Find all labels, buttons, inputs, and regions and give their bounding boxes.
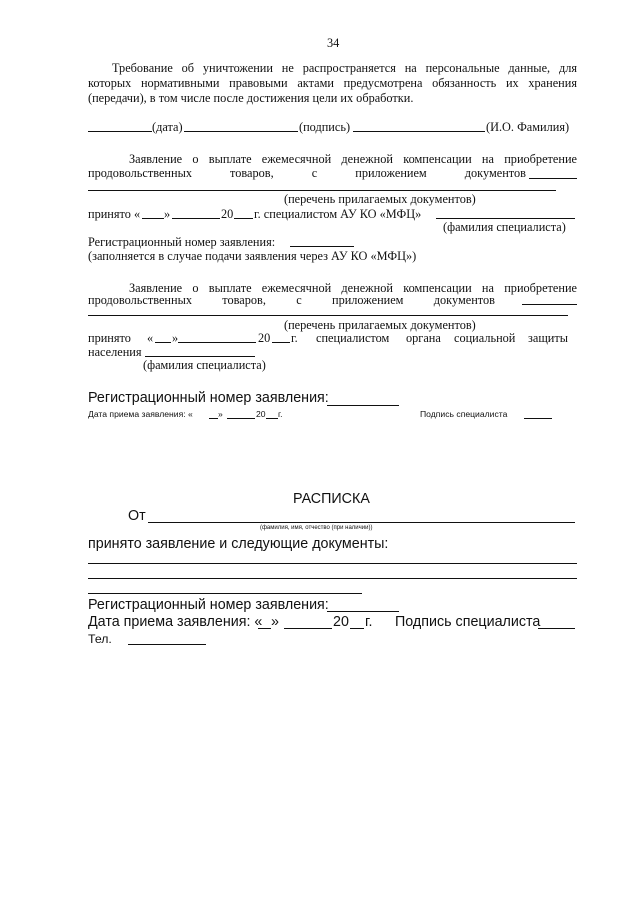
social-specialist-signature-label: Подпись специалиста — [420, 409, 508, 419]
receipt-docs-line-3[interactable] — [88, 593, 362, 594]
mfc-day-line[interactable] — [142, 218, 164, 219]
receipt-day-line[interactable] — [258, 628, 271, 629]
social-accepted-line — [88, 331, 577, 347]
receipt-docs-line-1[interactable] — [88, 563, 577, 564]
mfc-reg-number-label: Регистрационный номер заявления: — [88, 235, 276, 249]
social-statement-line-1: Заявление о выплате ежемесячной денежной компенсации на приобретение — [129, 281, 577, 295]
social-word-4: приложением — [331, 293, 404, 307]
receipt-reg-number-label: Регистрационный номер заявления: — [88, 597, 329, 613]
mfc-docs-caption: (перечень прилагаемых документов) — [284, 192, 476, 206]
social-protection-word: защиты — [528, 331, 569, 345]
receipt-accepted-text: принято заявление и следующие документы: — [88, 536, 389, 552]
social-word-1: продовольственных — [88, 293, 192, 307]
intro-line-2: которых нормативными правовыми актами предусмотрена обязанность их хранения — [88, 76, 577, 90]
receipt-signature-line[interactable] — [538, 628, 575, 629]
social-accepted-word: принято — [88, 331, 131, 345]
mfc-year-line[interactable] — [234, 218, 253, 219]
social-receipt-year-line[interactable] — [266, 418, 278, 419]
social-quote-open: « — [147, 331, 154, 345]
receipt-phone-label: Тел. — [88, 632, 112, 646]
social-year-prefix: 20 — [258, 331, 271, 345]
mfc-statement-line-2 — [88, 166, 526, 181]
social-year-suffix: г. — [291, 331, 298, 345]
social-word-5: документов — [433, 293, 495, 307]
mfc-statement-line-1: Заявление о выплате ежемесячной денежной компенсации на приобретение — [129, 152, 577, 166]
receipt-phone-line[interactable] — [128, 644, 206, 645]
social-reg-number-line[interactable] — [327, 405, 399, 406]
receipt-date-open: Дата приема заявления: « — [88, 614, 263, 630]
social-specialist-line[interactable] — [145, 356, 255, 357]
mfc-accepted-close: » — [164, 207, 171, 221]
social-statement-line-2 — [88, 293, 495, 308]
mfc-accepted-suffix: г. специалистом АУ КО «МФЦ» — [254, 207, 422, 221]
intro-line-1: Требование об уничтожении не распространяется на персональные данные, для — [112, 61, 577, 75]
social-quote-close: » — [172, 331, 179, 345]
social-docs-caption: (перечень прилагаемых документов) — [284, 318, 476, 332]
social-receipt-day-line[interactable] — [209, 418, 218, 419]
social-day-line[interactable] — [155, 342, 171, 343]
name-label: (И.О. Фамилия) — [486, 120, 570, 134]
social-word-3: с — [296, 293, 302, 307]
receipt-month-line[interactable] — [284, 628, 332, 629]
mfc-accepted-open: принято « — [88, 207, 141, 221]
mfc-month-line[interactable] — [172, 218, 220, 219]
intro-line-3: (передачи), в том числе после достижения цели их обработки. — [88, 91, 414, 105]
receipt-year-line[interactable] — [350, 628, 364, 629]
social-month-line[interactable] — [178, 342, 256, 343]
receipt-signature-label: Подпись специалиста — [395, 614, 541, 630]
mfc-specialist-line[interactable] — [436, 218, 575, 219]
social-specialist-signature-line[interactable] — [524, 418, 552, 419]
social-social-word: социальной — [454, 331, 516, 345]
receipt-year-prefix: 20 — [333, 614, 349, 630]
social-docs-line-a[interactable] — [522, 304, 577, 305]
mfc-docs-line-b[interactable] — [88, 190, 556, 191]
social-population-word: населения — [88, 345, 142, 359]
page-number: 34 — [327, 36, 340, 50]
mfc-docs-line-a[interactable] — [529, 178, 577, 179]
social-specialist-caption: (фамилия специалиста) — [143, 358, 266, 372]
mfc-reg-number-line[interactable] — [290, 246, 354, 247]
social-word-2: товаров, — [222, 293, 266, 307]
mfc-word-4: приложением — [355, 166, 427, 180]
mfc-word-5: документов — [464, 166, 526, 180]
mfc-year-prefix: 20 — [221, 207, 234, 221]
mfc-word-2: товаров, — [230, 166, 274, 180]
receipt-title: РАСПИСКА — [293, 491, 370, 507]
social-receipt-year-prefix: 20 — [256, 409, 266, 419]
social-receipt-date-open: Дата приема заявления: « — [88, 409, 193, 419]
date-label: (дата) — [152, 120, 183, 134]
receipt-date-close: » — [271, 614, 279, 630]
receipt-fio-line[interactable] — [148, 522, 575, 523]
name-line[interactable] — [353, 131, 485, 132]
social-year-line[interactable] — [272, 342, 290, 343]
date-line[interactable] — [88, 131, 152, 132]
signature-label: (подпись) — [299, 120, 351, 134]
social-specialist-word: специалистом — [316, 331, 390, 345]
mfc-word-1: продовольственных — [88, 166, 192, 180]
receipt-year-suffix: г. — [365, 614, 373, 630]
social-docs-line-b[interactable] — [88, 315, 568, 316]
mfc-specialist-caption: (фамилия специалиста) — [443, 220, 566, 234]
signature-line[interactable] — [184, 131, 298, 132]
receipt-from-label: От — [128, 508, 146, 524]
mfc-note: (заполняется в случае подачи заявления через АУ КО «МФЦ») — [88, 249, 417, 263]
social-receipt-year-suffix: г. — [278, 409, 283, 419]
receipt-docs-line-2[interactable] — [88, 578, 577, 579]
mfc-word-3: с — [311, 166, 318, 180]
social-receipt-date-close: » — [218, 409, 223, 419]
social-receipt-month-line[interactable] — [227, 418, 255, 419]
receipt-reg-number-line[interactable] — [327, 611, 399, 612]
social-reg-number-label: Регистрационный номер заявления: — [88, 390, 329, 406]
receipt-fio-caption: (фамилия, имя, отчество (при наличии)) — [260, 525, 373, 531]
social-organ-word: органа — [406, 331, 441, 345]
